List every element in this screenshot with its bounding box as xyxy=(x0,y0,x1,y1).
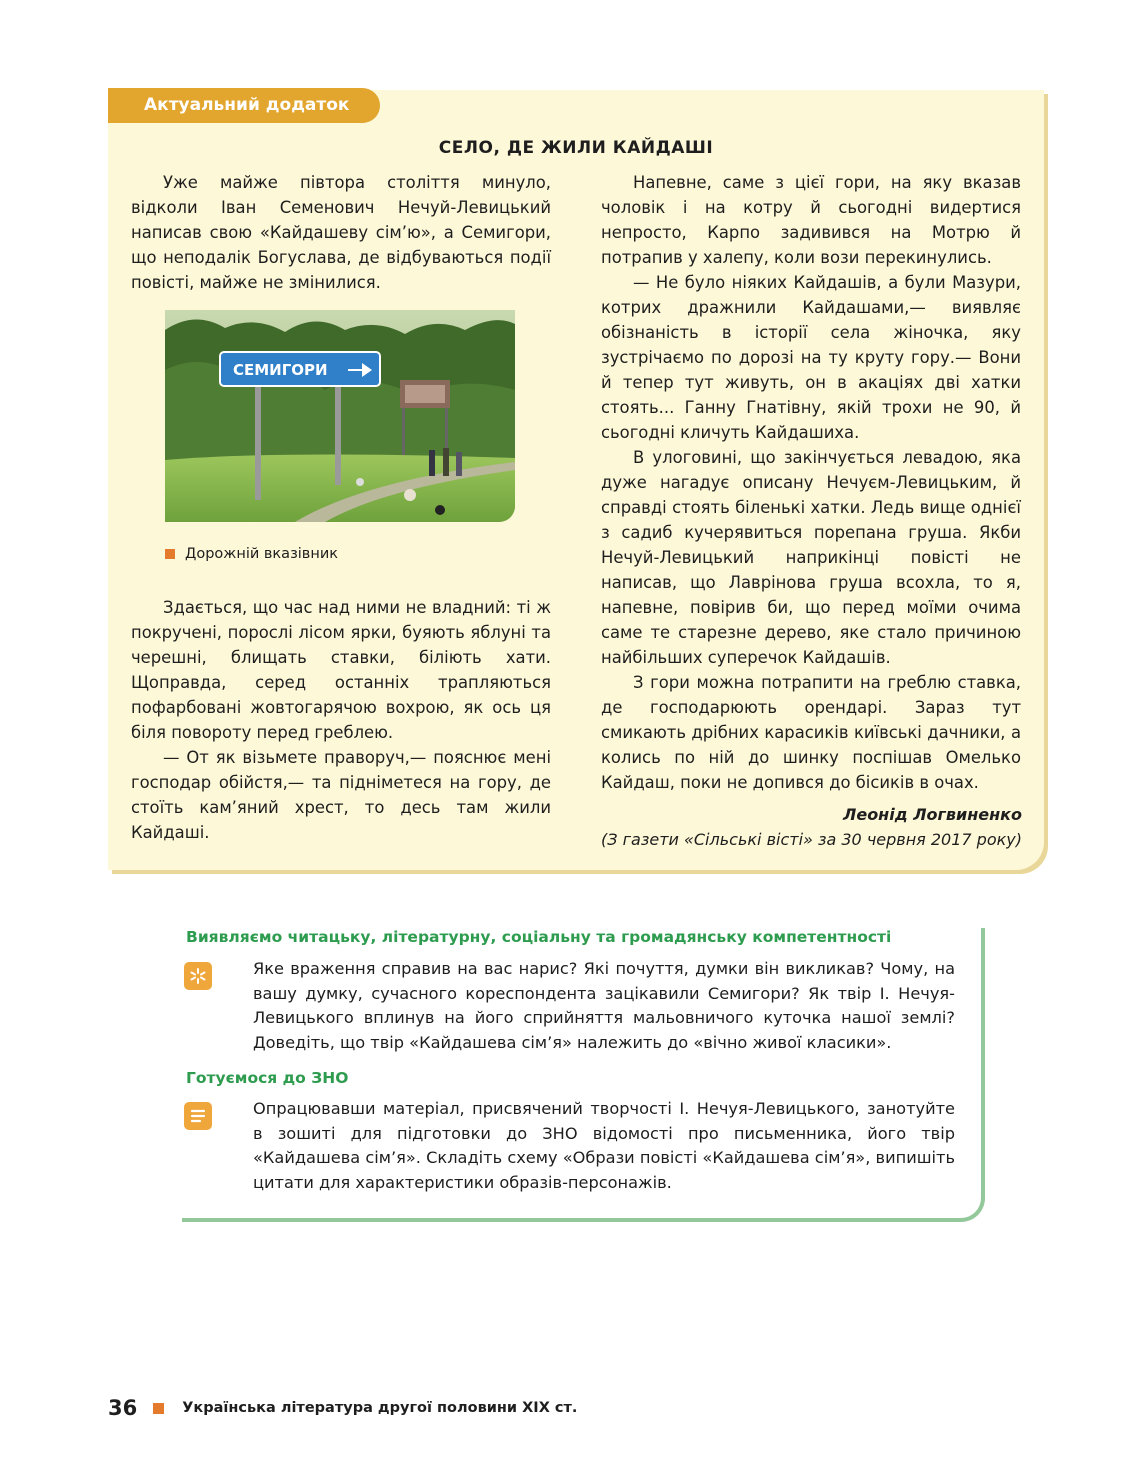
photo-caption xyxy=(165,546,338,562)
paragraph: Напевне, саме з цієї гори, на яку вказав чоловік і на котру й сьогодні видертися непросто, Карпо задивився на Мотрю й потрапив у халепу, коли вози перекинулись. xyxy=(601,173,1021,267)
bullet-square-icon xyxy=(153,1403,164,1414)
notes-icon xyxy=(184,1102,212,1130)
article-author: Леонід Логвиненко xyxy=(843,805,1022,824)
paragraph: В улоговині, що закінчується левадою, яка дуже нагадує описану Нечуєм-Левицьким, й справді стоять біленькі хатки. Ледь вище однієї з садиб кучерявиться порепана груша. Якби Нечуй-Левицький наприкінці повісті не написав, що Лаврінова груша всохла, то я, напевне, повірив би, що перед моїми очима саме те старезне дерево, яке стало причиною найбільших суперечок Кайдашів. xyxy=(601,448,1021,667)
paragraph: Уже майже півтора століття минуло, відколи Іван Семенович Нечуй-Левицький написав свою «Кайдашеву сім’ю», а Семигори, що неподалік Богуслава, де відбуваються події повісті, майже не змінилися. xyxy=(131,173,551,292)
road-sign-photo xyxy=(165,310,515,522)
article-source: (З газети «Сільські вісті» за 30 червня 2017 року) xyxy=(601,830,1022,849)
left-column-top xyxy=(131,170,551,295)
page-footer xyxy=(108,1396,577,1420)
supplement-label: Актуальний додаток xyxy=(108,88,380,123)
task-text-competence: Яке враження справив на вас нарис? Які почуття, думки він викликав? Чому, на вашу думку, сучасного кореспондента зацікавили Семигори? Як твір І. Нечуя-Левицького вплинув на його сприйняття мальовничого куточка нашої землі? Доведіть, що твір «Кайдашева сім’я» належить до «вічно живої класики». xyxy=(253,959,955,1052)
article-title: СЕЛО, ДЕ ЖИЛИ КАЙДАШІ xyxy=(438,138,714,158)
task-heading-zno: Готуємося до ЗНО xyxy=(186,1069,349,1087)
paragraph: З гори можна потрапити на греблю ставка, де господарюють орендарі. Зараз тут смикають дрібних карасиків київські дачники, а колись по ній до шинку поспішав Омелько Кайдаш, поки не допився до бісиків в очах. xyxy=(601,673,1021,792)
page-number: 36 xyxy=(108,1396,138,1420)
sign-text: СЕМИГОРИ xyxy=(233,361,328,379)
paragraph: Здається, що час над ними не владний: ті ж покручені, порослі лісом ярки, буяють яблуні та черешні, блищать ставки, біліють хати. Щоправда, серед останніх трапляються пофарбовані жовтогарячою вохрою, як ось ця біля повороту перед греблею. xyxy=(131,598,551,742)
caption-text: Дорожній вказівник xyxy=(185,546,339,562)
paragraph: — От як візьмете праворуч,— пояснює мені господар обійстя,— та підніметеся на гору, де стоїть кам’яний хрест, то десь там жили Кайдаші. xyxy=(131,748,551,842)
asterisk-icon xyxy=(184,962,212,990)
book-title: Українська література другої половини XIX ст. xyxy=(182,1400,578,1416)
right-column xyxy=(601,170,1021,795)
bullet-square-icon xyxy=(165,549,175,559)
paragraph: — Не було ніяких Кайдашів, а були Мазури, котрих дражнили Кайдашами,— виявляє обізнаність в історії села жіночка, яку зустрічаємо по дорозі на ту круту гору.— Вони й тепер тут живуть, он в акаціях дві хатки стоять... Ганну Гнатівну, якій трохи не 90, й сьогодні кличуть Кайдашиха. xyxy=(601,273,1021,442)
task-text-zno: Опрацювавши матеріал, присвячений творчості І. Нечуя-Левицького, занотуйте в зошиті для підготовки до ЗНО відомості про письменника, його твір «Кайдашева сім’я». Складіть схему «Образи повісті «Кайдашева сім’я», випишіть цитати для характеристики образів-персонажів. xyxy=(253,1099,955,1192)
task-heading-competence: Виявляємо читацьку, літературну, соціальну та громадянську компетентності xyxy=(186,928,892,946)
left-column-bottom xyxy=(131,595,551,845)
